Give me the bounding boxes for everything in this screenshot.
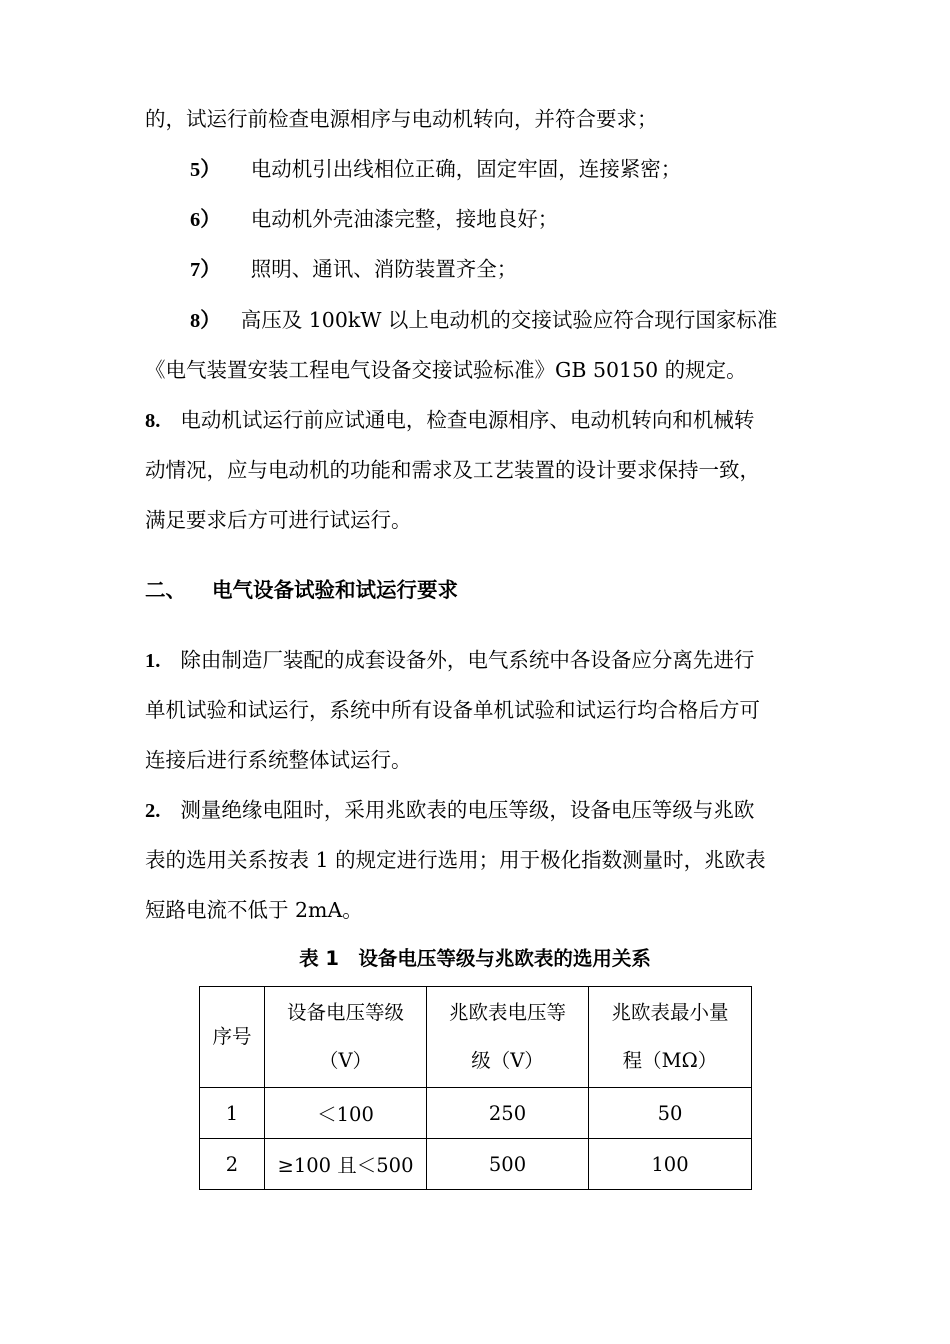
- item-text: 电动机引出线相位正确，固定牢固，连接紧密；: [250, 157, 682, 181]
- header-cell: 设备电压等级 （V）: [265, 987, 427, 1088]
- header-cell: 序号: [200, 987, 265, 1088]
- item-number: 6）: [190, 209, 221, 231]
- clause-number: 2.: [145, 800, 161, 822]
- voltage-table: [199, 986, 752, 1190]
- list-item-6: [190, 204, 558, 235]
- item-text: 电动机外壳油漆完整，接地良好；: [250, 207, 559, 231]
- list-item-7: [190, 254, 517, 285]
- clause-text: 除由制造厂装配的成套设备外，电气系统中各设备应分离先进行: [180, 648, 755, 672]
- table-cell: 500: [427, 1139, 589, 1190]
- clause-8-line-3: 满足要求后方可进行试运行。: [145, 508, 412, 532]
- section-heading: [145, 575, 458, 605]
- table-cell: 100: [589, 1139, 752, 1190]
- paragraph-continuation: 的，试运行前检查电源相序与电动机转向，并符合要求；: [145, 107, 658, 131]
- item-text: 高压及 100kW 以上电动机的交接试验应符合现行国家标准: [240, 308, 778, 332]
- clause-1: [145, 645, 754, 676]
- list-item-5: [190, 154, 681, 185]
- header-cell: 兆欧表最小量 程（MΩ）: [589, 987, 752, 1088]
- table-row: [200, 1139, 752, 1190]
- clause-1-line-2: 单机试验和试运行，系统中所有设备单机试验和试运行均合格后方可: [145, 698, 760, 722]
- header-cell: 兆欧表电压等 级（V）: [427, 987, 589, 1088]
- table-cell: 2: [200, 1139, 265, 1190]
- clause-number: 1.: [145, 650, 161, 672]
- item-number: 5）: [190, 159, 221, 181]
- clause-2: [145, 795, 754, 826]
- table-cell: ≥100 且＜500: [265, 1139, 427, 1190]
- table-header-row: [200, 987, 752, 1088]
- clause-text: 电动机试运行前应试通电，检查电源相序、电动机转向和机械转: [180, 408, 755, 432]
- clause-2-line-3: 短路电流不低于 2mA。: [145, 898, 363, 922]
- item-number: 8）: [190, 310, 221, 332]
- clause-8-line-2: 动情况，应与电动机的功能和需求及工艺装置的设计要求保持一致，: [145, 458, 760, 482]
- table-cell: 50: [589, 1088, 752, 1139]
- table-row: [200, 1088, 752, 1139]
- clause-number: 8.: [145, 410, 161, 432]
- clause-2-line-2: 表的选用关系按表 1 的规定进行选用；用于极化指数测量时，兆欧表: [145, 848, 766, 872]
- clause-text: 测量绝缘电阻时，采用兆欧表的电压等级，设备电压等级与兆欧: [180, 798, 755, 822]
- list-item-8-continuation: 《电气装置安装工程电气设备交接试验标准》GB 50150 的规定。: [145, 358, 747, 382]
- section-title: 电气设备试验和试运行要求: [212, 578, 458, 602]
- table-cell: ＜100: [265, 1088, 427, 1139]
- clause-8: [145, 405, 754, 436]
- clause-1-line-3: 连接后进行系统整体试运行。: [145, 748, 412, 772]
- table-cell: 250: [427, 1088, 589, 1139]
- item-text: 照明、通讯、消防装置齐全；: [250, 257, 518, 281]
- list-item-8: [190, 305, 777, 336]
- table-cell: 1: [200, 1088, 265, 1139]
- item-number: 7）: [190, 259, 221, 281]
- table-caption: 表 1 设备电压等级与兆欧表的选用关系: [299, 947, 651, 970]
- section-number: 二、: [145, 578, 186, 602]
